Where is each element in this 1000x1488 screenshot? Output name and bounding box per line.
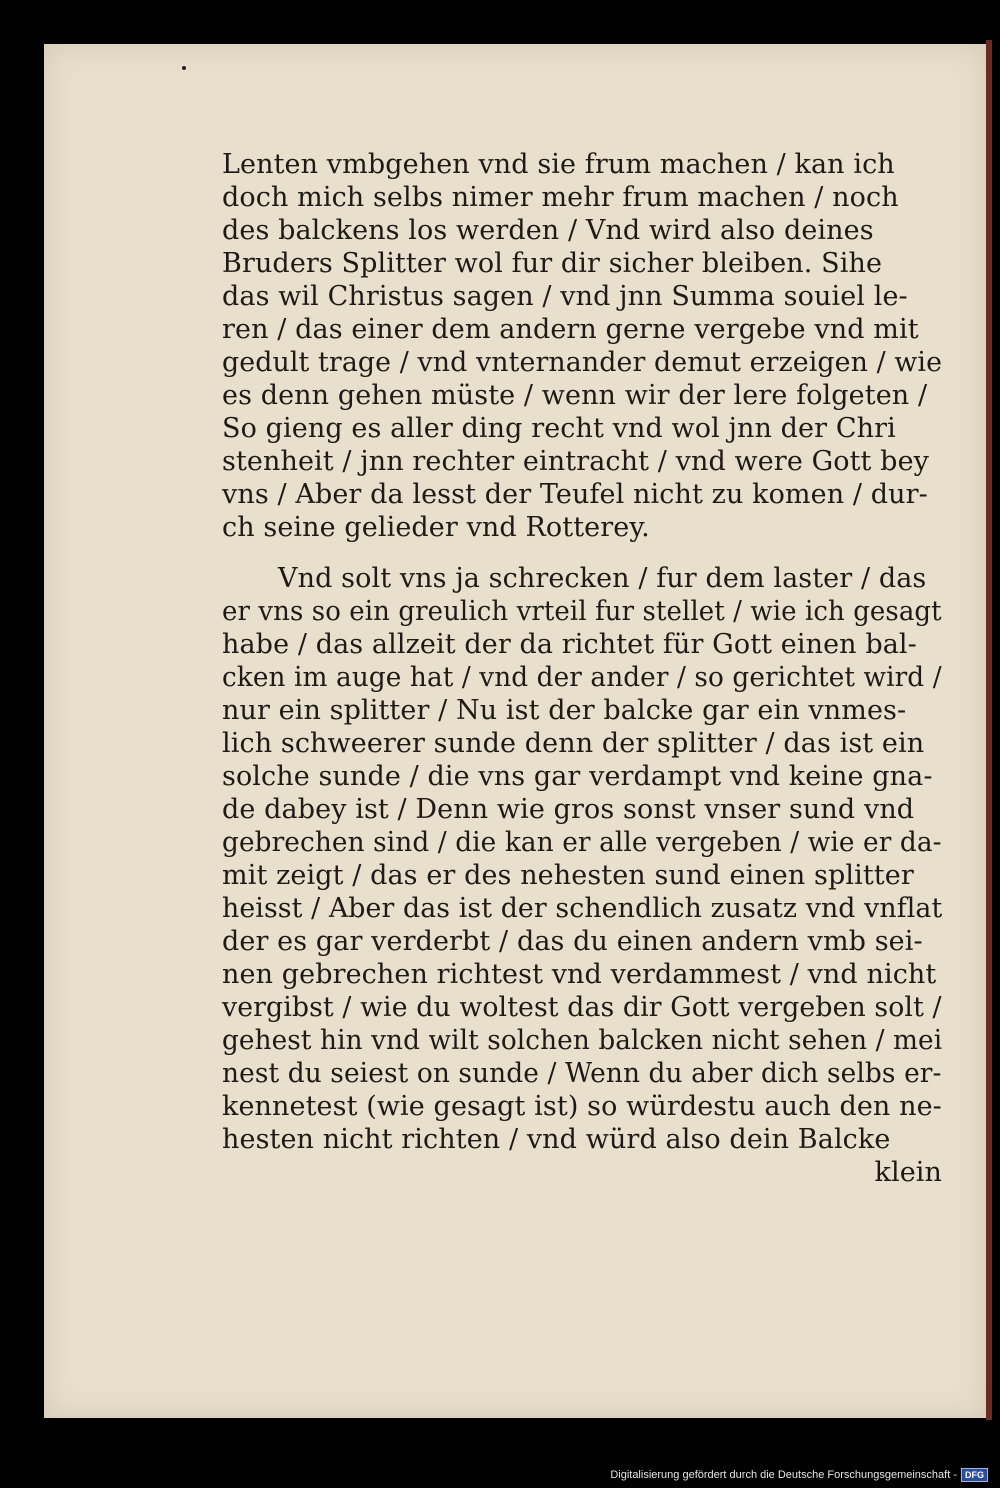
text-line: stenheit / jnn rechter eintracht / vnd were Gott bey	[222, 446, 930, 477]
text-line: nur ein splitter / Nu ist der balcke gar ein vnmes-	[222, 695, 907, 726]
text-line: der es gar verderbt / das du einen andern vmb sei-	[222, 926, 923, 957]
text-line: des balckens los werden / Vnd wird also deines	[222, 215, 874, 246]
text-line: de dabey ist / Denn wie gros sonst vnser sund vnd	[222, 794, 915, 825]
text-line: kennetest (wie gesagt ist) so würdestu auch den ne-	[222, 1091, 942, 1122]
text-line: das wil Christus sagen / vnd jnn Summa souiel le-	[222, 281, 908, 312]
text-line: vns / Aber da lesst der Teufel nicht zu komen / dur-	[222, 479, 928, 510]
text-line: So gieng es aller ding recht vnd wol jnn der Chri	[222, 413, 896, 444]
catchword: klein	[874, 1157, 942, 1188]
text-line: nen gebrechen richtest vnd verdammest / vnd nicht	[222, 959, 937, 990]
text-line: gedult trage / vnd vnternander demut erzeigen / wie	[222, 347, 943, 378]
text-line: hesten nicht richten / vnd würd also dein Balcke	[222, 1124, 891, 1155]
text-line: habe / das allzeit der da richtet für Gott einen bal-	[222, 629, 917, 660]
paragraph-2	[222, 562, 942, 1156]
text-line: lich schweerer sunde denn der splitter / das ist ein	[222, 728, 925, 759]
dfg-logo: DFG	[961, 1468, 988, 1482]
credit-text: Digitalisierung gefördert durch die Deutsche Forschungsgemeinschaft -	[610, 1469, 957, 1481]
text-line: doch mich selbs nimer mehr frum machen / noch	[222, 182, 899, 213]
text-line: Lenten vmbgehen vnd sie frum machen / kan ich	[222, 149, 895, 180]
text-line: gebrechen sind / die kan er alle vergeben / wie er da-	[222, 827, 942, 858]
book-page	[44, 44, 986, 1418]
text-line: nest du seiest on sunde / Wenn du aber dich selbs er-	[222, 1058, 942, 1089]
text-line: ch seine gelieder vnd Rotterey.	[222, 512, 650, 543]
text-line: es denn gehen müste / wenn wir der lere folgeten /	[222, 380, 928, 411]
digitization-credit	[610, 1468, 988, 1482]
paragraph-1	[222, 148, 942, 544]
text-line: er vns so ein greulich vrteil fur stellet / wie ich gesagt	[222, 596, 942, 627]
text-line: vergibst / wie du woltest das dir Gott vergeben solt /	[222, 992, 942, 1023]
ink-speck	[182, 66, 186, 70]
paragraph-gap	[222, 544, 942, 562]
text-line: solche sunde / die vns gar verdampt vnd keine gna-	[222, 761, 933, 792]
text-line: Bruders Splitter wol fur dir sicher bleiben. Sihe	[222, 248, 883, 279]
book-edge	[986, 40, 992, 1420]
text-line: ren / das einer dem andern gerne vergebe vnd mit	[222, 314, 919, 345]
text-line: gehest hin vnd wilt solchen balcken nicht sehen / mei	[222, 1025, 943, 1056]
text-line: cken im auge hat / vnd der ander / so gerichtet wird /	[222, 662, 942, 693]
text-line: heisst / Aber das ist der schendlich zusatz vnd vnflat	[222, 893, 943, 924]
text-line: mit zeigt / das er des nehesten sund einen splitter	[222, 860, 914, 891]
text-line: Vnd solt vns ja schrecken / fur dem laster / das	[278, 563, 927, 594]
page-text	[222, 148, 942, 1189]
